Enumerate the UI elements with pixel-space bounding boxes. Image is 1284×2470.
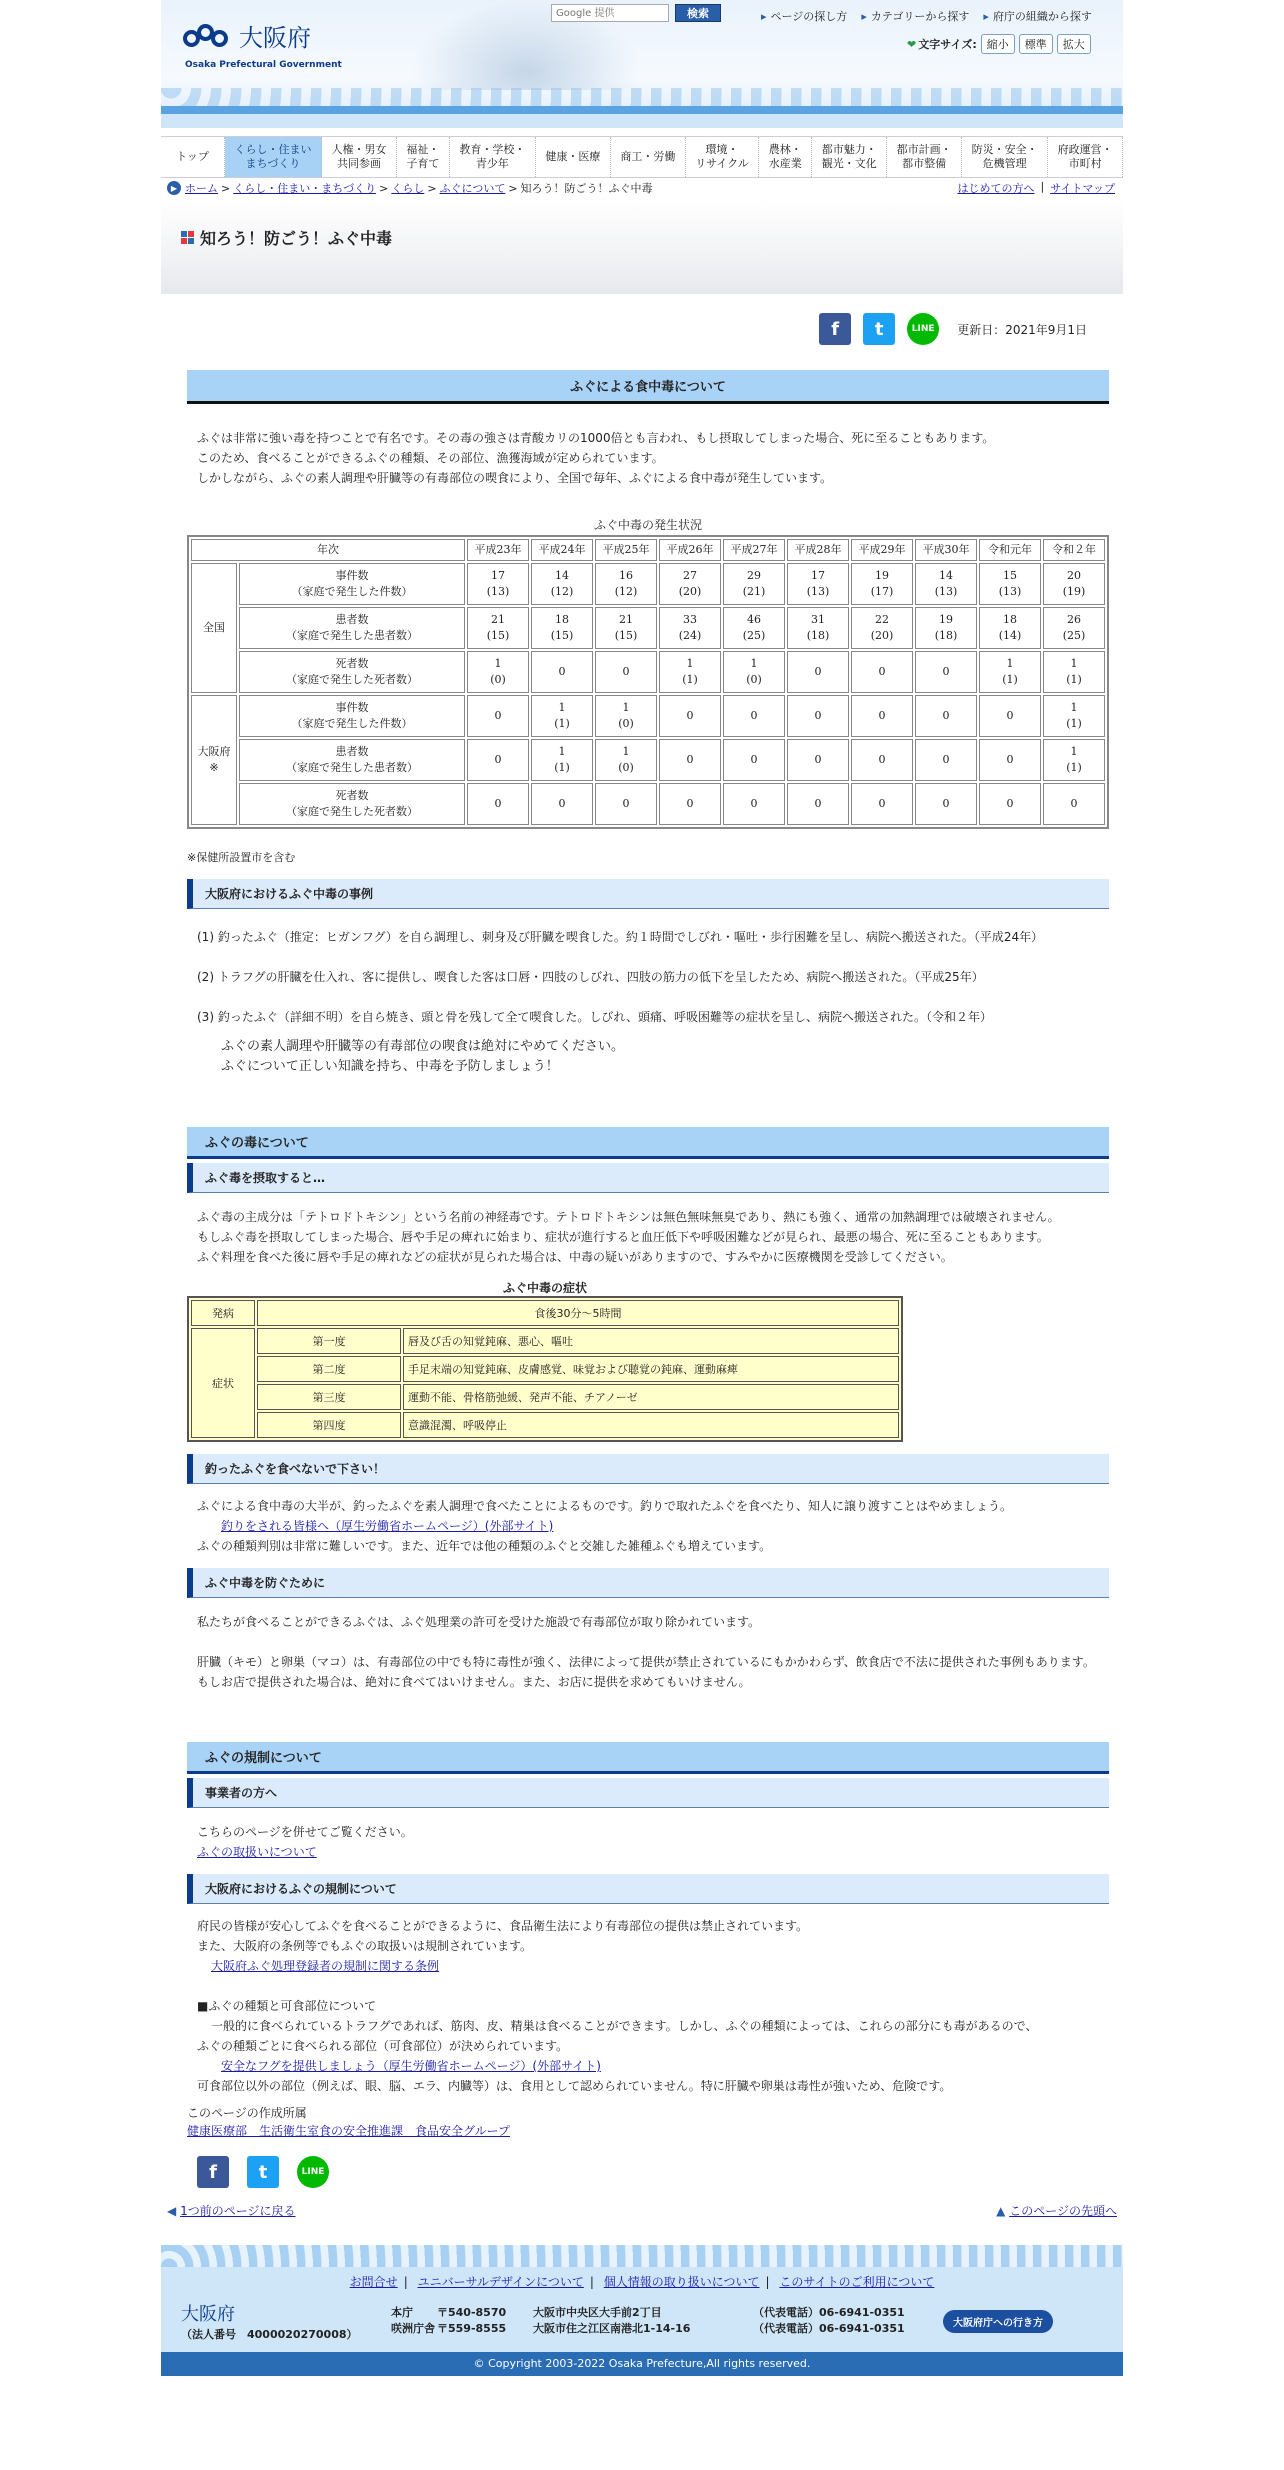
table-cell: 1 (0) (595, 739, 657, 781)
nav-item-disaster[interactable]: 防災・安全・ 危機管理 (962, 137, 1048, 177)
case-item: (1) 釣ったふぐ（推定：ヒガンフグ）を自ら調理し、刺身及び肝臓を喫食した。約１時間でしびれ・嘔吐・歩行困難を呈し、病院へ搬送された。（平成24年） (197, 930, 1044, 944)
metric-label: 死者数 （家庭で発生した死者数） (239, 783, 465, 825)
year-col-header: 平成28年 (787, 539, 849, 561)
table-cell: 0 (787, 651, 849, 693)
author-label: このページの作成所属 (187, 2106, 307, 2120)
stage-label: 第二度 (257, 1356, 401, 1382)
search-button[interactable]: 検索 (675, 4, 721, 22)
footer-link-usage[interactable]: このサイトのご利用について (779, 2275, 935, 2289)
font-size-control (907, 34, 1091, 54)
table-caption: ふぐ中毒の発生状況 (593, 518, 702, 532)
footer-address: 大阪府 （法人番号 4000020270008） 本庁 〒540-8570 大阪市中央区大手前2丁目 （代表電話）06-6941-0351 咲洲庁舎 〒559-8555 大阪市住之江区南港北1-14-16 （代表電話）06-6941-0351 大阪府庁への行き方 (161, 2290, 1123, 2352)
table-cell: 0 (915, 783, 977, 825)
table-cell: 0 (915, 651, 977, 693)
year-col-header: 令和２年 (1043, 539, 1105, 561)
table-cell: 0 (851, 739, 913, 781)
year-header: 年次 (191, 539, 465, 561)
table-cell: 1 (1) (531, 739, 593, 781)
table-cell: 17 (13) (467, 563, 529, 605)
table-cell: 0 (467, 739, 529, 781)
table-cell: 0 (851, 695, 913, 737)
poison-text: ふぐ毒の主成分は「テトロドトキシン」という名前の神経毒です。テトロドトキシンは無色無味無臭であり、熱にも強く、通常の加熱調理では破壊されません。 もしふぐ毒を摂取してしまった場合、唇や手足の痺れに始まり、症状が進行すると血圧低下や呼吸困難などが見られ、最悪の場合、死に至ることもあります。 ふぐ料理を食べた後に唇や手足の痺れなどの症状が見られた場合は、中毒の疑いがありますので、すみやかに医療機関を受診してください。 (197, 1210, 1060, 1264)
metric-label: 死者数 （家庭で発生した死者数） (239, 651, 465, 693)
stage-label: 第一度 (257, 1328, 401, 1354)
global-nav (161, 136, 1123, 178)
table-cell: 0 (1043, 783, 1105, 825)
stage-label: 第三度 (257, 1384, 401, 1410)
symptom-table (187, 1296, 903, 1442)
font-size-normal-button[interactable]: 標準 (1019, 34, 1053, 54)
table-cell: 0 (787, 695, 849, 737)
metric-label: 事件数 （家庭で発生した件数） (239, 563, 465, 605)
nav-item-tourism[interactable]: 都市魅力・ 観光・文化 (812, 137, 887, 177)
line-icon[interactable]: LINE (297, 2156, 329, 2188)
table-cell: 33 (24) (659, 607, 721, 649)
year-col-header: 令和元年 (979, 539, 1041, 561)
page-top-link[interactable]: このページの先頭へ (1009, 2204, 1117, 2218)
cases-heading: 大阪府におけるふぐ中毒の事例 (187, 879, 1109, 909)
top-links (761, 8, 1092, 24)
fishing-heading: 釣ったふぐを食べないで下さい！ (187, 1454, 1109, 1484)
table-cell: 29 (21) (723, 563, 785, 605)
footer-links: お問合せ | ユニバーサルデザインについて | 個人情報の取り扱いについて | このサイトのご利用について (349, 2275, 935, 2289)
table-cell: 0 (915, 695, 977, 737)
table-cell: 27 (20) (659, 563, 721, 605)
metric-label: 事件数 （家庭で発生した件数） (239, 695, 465, 737)
table-cell: 0 (723, 739, 785, 781)
table-cell: 0 (659, 695, 721, 737)
back-link[interactable]: 1つ前のページに戻る (180, 2204, 296, 2218)
table-cell: 21 (15) (467, 607, 529, 649)
case-item: (3) 釣ったふぐ（詳細不明）を自ら焼き、頭と骨を残して全て喫食した。しびれ、頭痛、呼吸困難等の症状を呈し、病院へ搬送された。（令和２年） (197, 1010, 993, 1024)
stage-desc: 意識混濁、呼吸停止 (403, 1412, 899, 1438)
table-cell: 19 (17) (851, 563, 913, 605)
footer-corp-no: （法人番号 4000020270008） (181, 2328, 358, 2341)
top-link-organization[interactable]: ▸ 府庁の組織から探す (983, 8, 1092, 24)
route-button[interactable]: 大阪府庁への行き方 (943, 2310, 1053, 2333)
nav-item-top[interactable]: トップ (161, 137, 225, 177)
font-size-large-button[interactable]: 拡大 (1057, 34, 1091, 54)
pager (161, 2202, 1123, 2219)
year-col-header: 平成23年 (467, 539, 529, 561)
nav-item-urban-planning[interactable]: 都市計画・ 都市整備 (887, 137, 962, 177)
title-band (161, 198, 1123, 294)
table-cell: 0 (723, 783, 785, 825)
table-cell: 0 (979, 783, 1041, 825)
poison-heading: ふぐの毒について (187, 1127, 1109, 1159)
table-cell: 20 (19) (1043, 563, 1105, 605)
main-content (161, 312, 1123, 2188)
table-cell: 0 (531, 651, 593, 693)
nav-item-administration[interactable]: 府政運営・ 市町村 (1048, 137, 1123, 177)
year-col-header: 平成27年 (723, 539, 785, 561)
stage-label: 第四度 (257, 1412, 401, 1438)
table-cell: 26 (25) (1043, 607, 1105, 649)
fishing-text: ふぐによる食中毒の大半が、釣ったふぐを素人調理で食べたことによるものです。釣りで取れたふぐを食べたり、知人に譲り渡すことはやめましょう。 釣りをされる皆様へ（厚生労働省ホームページ）(外部サイト) ふぐの種類判別は非常に難しいです。また、近年では他の種類のふぐと交雑した雑種ふぐも増えています。 (197, 1499, 1013, 1553)
table-cell: 16 (12) (595, 563, 657, 605)
breadcrumb-current: 知ろう！防ごう！ふぐ中毒 (520, 182, 653, 195)
nav-item-living[interactable]: くらし・住まい まちづくり (225, 137, 322, 177)
table-cell: 1 (0) (467, 651, 529, 693)
site-footer (161, 2245, 1123, 2376)
search-input[interactable] (551, 4, 669, 22)
table-cell: 19 (18) (915, 607, 977, 649)
table-cell: 0 (659, 783, 721, 825)
updated-date: 更新日：2021年9月1日 (957, 322, 1087, 337)
logo-subtitle: Osaka Prefectural Government (185, 60, 342, 70)
table-cell: 21 (15) (595, 607, 657, 649)
table-cell: 0 (659, 739, 721, 781)
page-top-icon: ▲ (996, 2204, 1006, 2218)
osaka-logo-icon (183, 22, 235, 50)
twitter-icon[interactable]: t (247, 2156, 279, 2188)
table-cell: 0 (531, 783, 593, 825)
copyright: © Copyright 2003-2022 Osaka Prefecture,All rights reserved. (161, 2352, 1123, 2376)
cases-list (187, 927, 1109, 1077)
line-icon[interactable]: LINE (907, 313, 939, 345)
sitemap-link[interactable]: サイトマップ (1050, 182, 1115, 195)
footer-link-privacy[interactable]: 個人情報の取り扱いについて (603, 2275, 760, 2289)
nav-item-education[interactable]: 教育・学校・ 青少年 (450, 137, 536, 177)
home-icon: ▶ (167, 181, 181, 195)
facebook-icon[interactable]: f (819, 313, 851, 345)
year-col-header: 平成25年 (595, 539, 657, 561)
regulation-heading: ふぐの規制について (187, 1742, 1109, 1774)
nav-item-human-rights[interactable]: 人権・男女 共同参画 (322, 137, 397, 177)
business-text: こちらのページを併せてご覧ください。 ふぐの取扱いについて (197, 1825, 413, 1859)
table-cell: 0 (979, 695, 1041, 737)
symptom-label: 症状 (191, 1328, 255, 1438)
table-cell: 14 (12) (531, 563, 593, 605)
table-cell: 0 (467, 783, 529, 825)
osaka-regulation-text: 府民の皆様が安心してふぐを食べることができるように、食品衛生法により有毒部位の提供は禁止されています。 また、大阪府の条例等でもふぐの取扱いは規制されています。 大阪府ふぐ処理登録者の規制に関する条例 ■ふぐの種類と可食部位について 一般的に食べられているトラフグであれば、筋肉、皮、精巣は食べることができます。しかし、ふぐの種類によっては、これらの部分にも毒があるので、 ふぐの種類ごとに食べられる部位（可食部位）が決められています。 安全なフグを提供しましょう（厚生労働省ホームページ）(外部サイト) 可食部位以外の部位（例えば、眼、脳、エラ、内臓等）は、食用として認められていません。特に肝臓や卵巣は毒性が強いため、危険です。 (197, 1919, 1038, 2093)
section-heading-food-poisoning: ふぐによる食中毒について (187, 370, 1109, 404)
breadcrumb-living[interactable]: くらし・住まい・まちづくり (233, 182, 377, 195)
year-col-header: 平成26年 (659, 539, 721, 561)
stage-desc: 手足末端の知覚鈍麻、皮膚感覚、味覚および聴覚の鈍麻、運動麻痺 (403, 1356, 899, 1382)
table-note: ※保健所設置市を含む (187, 851, 296, 864)
breadcrumb-fugu[interactable]: ふぐについて (439, 182, 506, 195)
table-cell: 31 (18) (787, 607, 849, 649)
breadcrumb-home[interactable]: ホーム (185, 182, 218, 195)
table-cell: 0 (595, 651, 657, 693)
osaka-regulation-heading: 大阪府におけるふぐの規制について (187, 1874, 1109, 1904)
font-size-small-button[interactable]: 縮小 (981, 34, 1015, 54)
year-col-header: 平成30年 (915, 539, 977, 561)
table-cell: 1 (1) (1043, 695, 1105, 737)
first-visit-link[interactable]: はじめての方へ (957, 182, 1035, 195)
footer-link-contact[interactable]: お問合せ (349, 2275, 398, 2289)
logo-title: 大阪府 (239, 24, 311, 52)
table-cell: 0 (851, 651, 913, 693)
table-cell: 0 (787, 783, 849, 825)
table-cell: 1 (1) (531, 695, 593, 737)
author-link[interactable]: 健康医療部 生活衛生室食の安全推進課 食品安全グループ (187, 2124, 511, 2138)
business-heading: 事業者の方へ (187, 1778, 1109, 1808)
onset-label: 発病 (191, 1300, 255, 1326)
table-cell: 22 (20) (851, 607, 913, 649)
intro-text: ふぐは非常に強い毒を持つことで有名です。その毒の強さは青酸カリの1000倍とも言われ、もし摂取してしまった場合、死に至ることもあります。 このため、食べることができるふぐの種類、その部位、漁獲海域が定められています。 しかしながら、ふぐの素人調理や肝臓等の有毒部位の喫食により、全国で毎年、ふぐによる食中毒が発生しています。 (197, 431, 995, 485)
prevent-heading: ふぐ中毒を防ぐために (187, 1568, 1109, 1598)
breadcrumb-life[interactable]: くらし (391, 182, 425, 195)
onset-value: 食後30分～5時間 (257, 1300, 899, 1326)
font-size-label: 文字サイズ: (918, 38, 977, 51)
twitter-icon[interactable]: t (863, 313, 895, 345)
table-cell: 1 (0) (595, 695, 657, 737)
stage-desc: 運動不能、骨格筋弛緩、発声不能、チアノーゼ (403, 1384, 899, 1410)
site-header (161, 0, 1123, 128)
bottom-share-bar (187, 2156, 1109, 2188)
site-logo[interactable] (183, 18, 311, 53)
font-size-icon: ❤ (907, 37, 917, 51)
poisoning-stats-table (187, 535, 1109, 829)
prevent-text: 私たちが食べることができるふぐは、ふぐ処理業の許可を受けた施設で有毒部位が取り除かれています。 肝臓（キモ）と卵巣（マコ）は、有毒部位の中でも特に毒性が強く、法律によって提供が禁止されているにもかかわらず、飲食店で不法に提供された事例もあります。 もしお店で提供された場合は、絶対に食べてはいけません。また、お店に提供を求めてもいけません。 (197, 1615, 1095, 1689)
region-cell: 大阪府 ※ (191, 695, 237, 825)
footer-link-ud[interactable]: ユニバーサルデザインについて (417, 2275, 584, 2289)
table-cell: 0 (467, 695, 529, 737)
table-cell: 18 (14) (979, 607, 1041, 649)
nav-item-health[interactable]: 健康・医療 (536, 137, 611, 177)
stage-desc: 唇及び舌の知覚鈍麻、悪心、嘔吐 (403, 1328, 899, 1354)
ordinance-link[interactable]: 大阪府ふぐ処理登録者の規制に関する条例 (211, 1959, 440, 1973)
table-cell: 1 (1) (1043, 739, 1105, 781)
page-title: 知ろう！防ごう！ふぐ中毒 (181, 226, 1103, 249)
top-link-page-search[interactable]: ▸ ページの探し方 (761, 8, 847, 24)
year-col-header: 平成24年 (531, 539, 593, 561)
table-cell: 0 (979, 739, 1041, 781)
table-cell: 18 (15) (531, 607, 593, 649)
warning-text: ふぐの素人調理や肝臓等の有毒部位の喫食は絶対にやめてください。 (221, 1039, 625, 1054)
case-item: (2) トラフグの肝臓を仕入れ、客に提供し、喫食した客は口唇・四肢のしびれ、四肢の筋力の低下を呈したため、病院へ搬送された。（平成25年） (197, 970, 984, 984)
table-cell: 1 (1) (979, 651, 1041, 693)
title-square-icon (181, 231, 194, 244)
symptom-caption: ふぐ中毒の症状 (502, 1281, 587, 1295)
page (161, 0, 1123, 2376)
poison-sub-heading: ふぐ毒を摂取すると… (187, 1163, 1109, 1193)
nav-item-agriculture[interactable]: 農林・ 水産業 (759, 137, 812, 177)
table-cell: 1 (1) (1043, 651, 1105, 693)
metric-label: 患者数 （家庭で発生した患者数） (239, 739, 465, 781)
table-cell: 0 (723, 695, 785, 737)
nav-item-environment[interactable]: 環境・ リサイクル (686, 137, 759, 177)
safe-fugu-link[interactable]: 安全なフグを提供しましょう（厚生労働省ホームページ）(外部サイト) (221, 2059, 601, 2073)
year-col-header: 平成29年 (851, 539, 913, 561)
table-cell: 0 (915, 739, 977, 781)
facebook-icon[interactable]: f (197, 2156, 229, 2188)
table-cell: 14 (13) (915, 563, 977, 605)
fugu-handling-link[interactable]: ふぐの取扱いについて (197, 1845, 317, 1859)
footer-org: 大阪府 (181, 2304, 235, 2325)
metric-label: 患者数 （家庭で発生した患者数） (239, 607, 465, 649)
share-bar (187, 312, 1109, 346)
fishing-link[interactable]: 釣りをされる皆様へ（厚生労働省ホームページ）(外部サイト) (221, 1519, 554, 1533)
region-cell: 全国 (191, 563, 237, 693)
table-cell: 46 (25) (723, 607, 785, 649)
back-arrow-icon: ◀ (167, 2204, 177, 2218)
breadcrumb: ▶ ホーム > くらし・住まい・まちづくり > くらし > ふぐについて > 知ろう！防ごう！ふぐ中毒 はじめての方へ | サイトマップ (161, 178, 1123, 198)
author-block (187, 2104, 1109, 2140)
table-cell: 0 (787, 739, 849, 781)
table-cell: 17 (13) (787, 563, 849, 605)
table-cell: 0 (851, 783, 913, 825)
nav-item-welfare[interactable]: 福祉・ 子育て (397, 137, 450, 177)
warning-text: ふぐについて正しい知識を持ち、中毒を予防しましょう！ (221, 1059, 559, 1074)
nav-item-commerce[interactable]: 商工・労働 (611, 137, 686, 177)
table-cell: 1 (0) (723, 651, 785, 693)
table-cell: 15 (13) (979, 563, 1041, 605)
top-link-category[interactable]: ▸ カテゴリーから探す (861, 8, 969, 24)
search-box (551, 4, 721, 22)
table-cell: 0 (595, 783, 657, 825)
table-cell: 1 (1) (659, 651, 721, 693)
